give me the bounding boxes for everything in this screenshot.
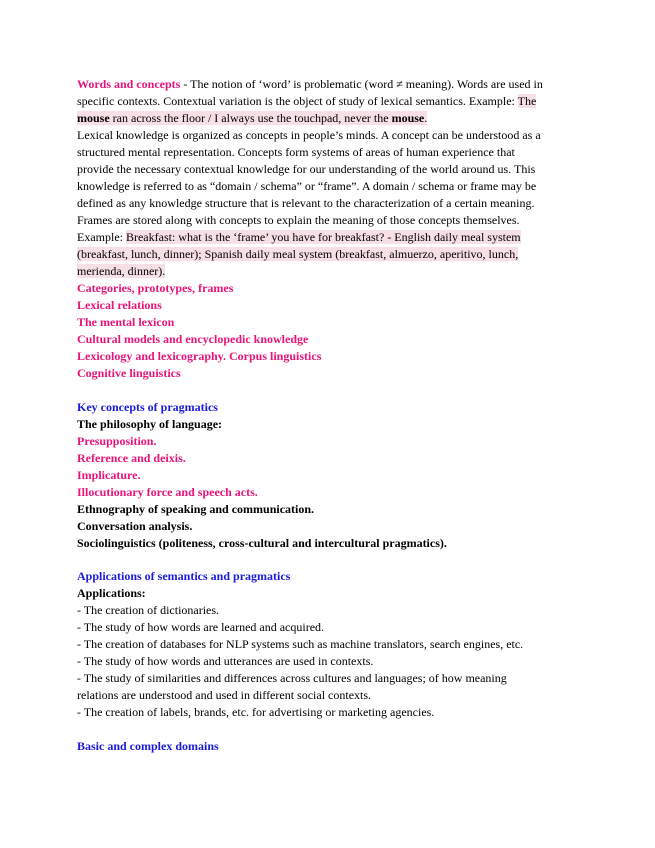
paragraph-line: provide the necessary contextual knowledge for our understanding of the world around us. This — [77, 162, 536, 176]
section-basic-complex-domains — [77, 738, 577, 755]
paragraph-line: knowledge is referred to as “domain / schema” or “frame”. A domain / schema or frame may be — [77, 179, 537, 193]
paragraph-line: Lexical knowledge is organized as concepts in people’s minds. A concept can be understood as a — [77, 128, 541, 142]
list-item: - The study of similarities and differences across cultures and languages; of how meaning — [77, 671, 507, 685]
highlighted-text: Breakfast: what is the ‘frame’ you have for breakfast? - English daily meal system — [125, 230, 521, 244]
topic-item: The mental lexicon — [77, 315, 175, 329]
list-item: Ethnography of speaking and communication. — [77, 502, 315, 516]
paragraph-line: Words and concepts - The notion of ‘word’ is problematic (word ≠ meaning). Words are used in — [77, 77, 543, 91]
highlighted-text: mouse ran across the floor / I always use the touchpad, never the mouse. — [77, 111, 428, 125]
list-item: Implicature. — [77, 468, 141, 482]
list-item: Illocutionary force and speech acts. — [77, 485, 258, 499]
list-item: Presupposition. — [77, 434, 157, 448]
highlighted-text: The — [517, 94, 537, 108]
list-item: The philosophy of language: — [77, 417, 223, 431]
list-item: Conversation analysis. — [77, 519, 193, 533]
section-heading: Key concepts of pragmatics — [77, 400, 218, 414]
paragraph-line: Example: Breakfast: what is the ‘frame’ you have for breakfast? - English daily meal system — [77, 230, 521, 244]
topic-item: Categories, prototypes, frames — [77, 281, 234, 295]
paragraph-line: specific contexts. Contextual variation is the object of study of lexical semantics. Example: The — [77, 94, 537, 108]
list-item: Sociolinguistics (politeness, cross-cultural and intercultural pragmatics). — [77, 536, 447, 550]
section-heading: Words and concepts — [77, 77, 181, 91]
list-item: relations are understood and used in different social contexts. — [77, 688, 372, 702]
topic-item: Cultural models and encyclopedic knowledge — [77, 332, 309, 346]
paragraph-line — [77, 263, 577, 280]
list-item: - The study of how words are learned and acquired. — [77, 620, 325, 634]
list-item: - The creation of databases for NLP systems such as machine translators, search engines, etc. — [77, 637, 524, 651]
topic-item: Cognitive linguistics — [77, 366, 181, 380]
section-heading: Applications of semantics and pragmatics — [77, 569, 291, 583]
paragraph-line: structured mental representation. Concepts form systems of areas of human experience that — [77, 145, 515, 159]
list-item: - The creation of labels, brands, etc. for advertising or marketing agencies. — [77, 705, 435, 719]
paragraph-line: defined as any knowledge structure that is relevant to the characterization of a certain meaning. — [77, 196, 535, 210]
paragraph-line — [77, 246, 577, 263]
section-words-and-concepts — [77, 76, 577, 382]
highlighted-text: merienda, dinner). — [77, 264, 166, 278]
list-item: - The creation of dictionaries. — [77, 603, 220, 617]
list-item: Reference and deixis. — [77, 451, 186, 465]
list-item: - The study of how words and utterances are used in contexts. — [77, 654, 374, 668]
paragraph-line — [77, 110, 577, 127]
paragraph-line: Frames are stored along with concepts to explain the meaning of those concepts themselves. — [77, 213, 520, 227]
topic-item: Lexicology and lexicography. Corpus linguistics — [77, 349, 322, 363]
subheading: Applications: — [77, 586, 146, 600]
topic-item: Lexical relations — [77, 298, 162, 312]
highlighted-text: (breakfast, lunch, dinner); Spanish daily meal system (breakfast, almuerzo, aperitivo, lunch, — [77, 247, 519, 261]
section-heading: Basic and complex domains — [77, 739, 219, 753]
section-applications — [77, 568, 577, 721]
section-key-concepts-pragmatics — [77, 399, 577, 552]
